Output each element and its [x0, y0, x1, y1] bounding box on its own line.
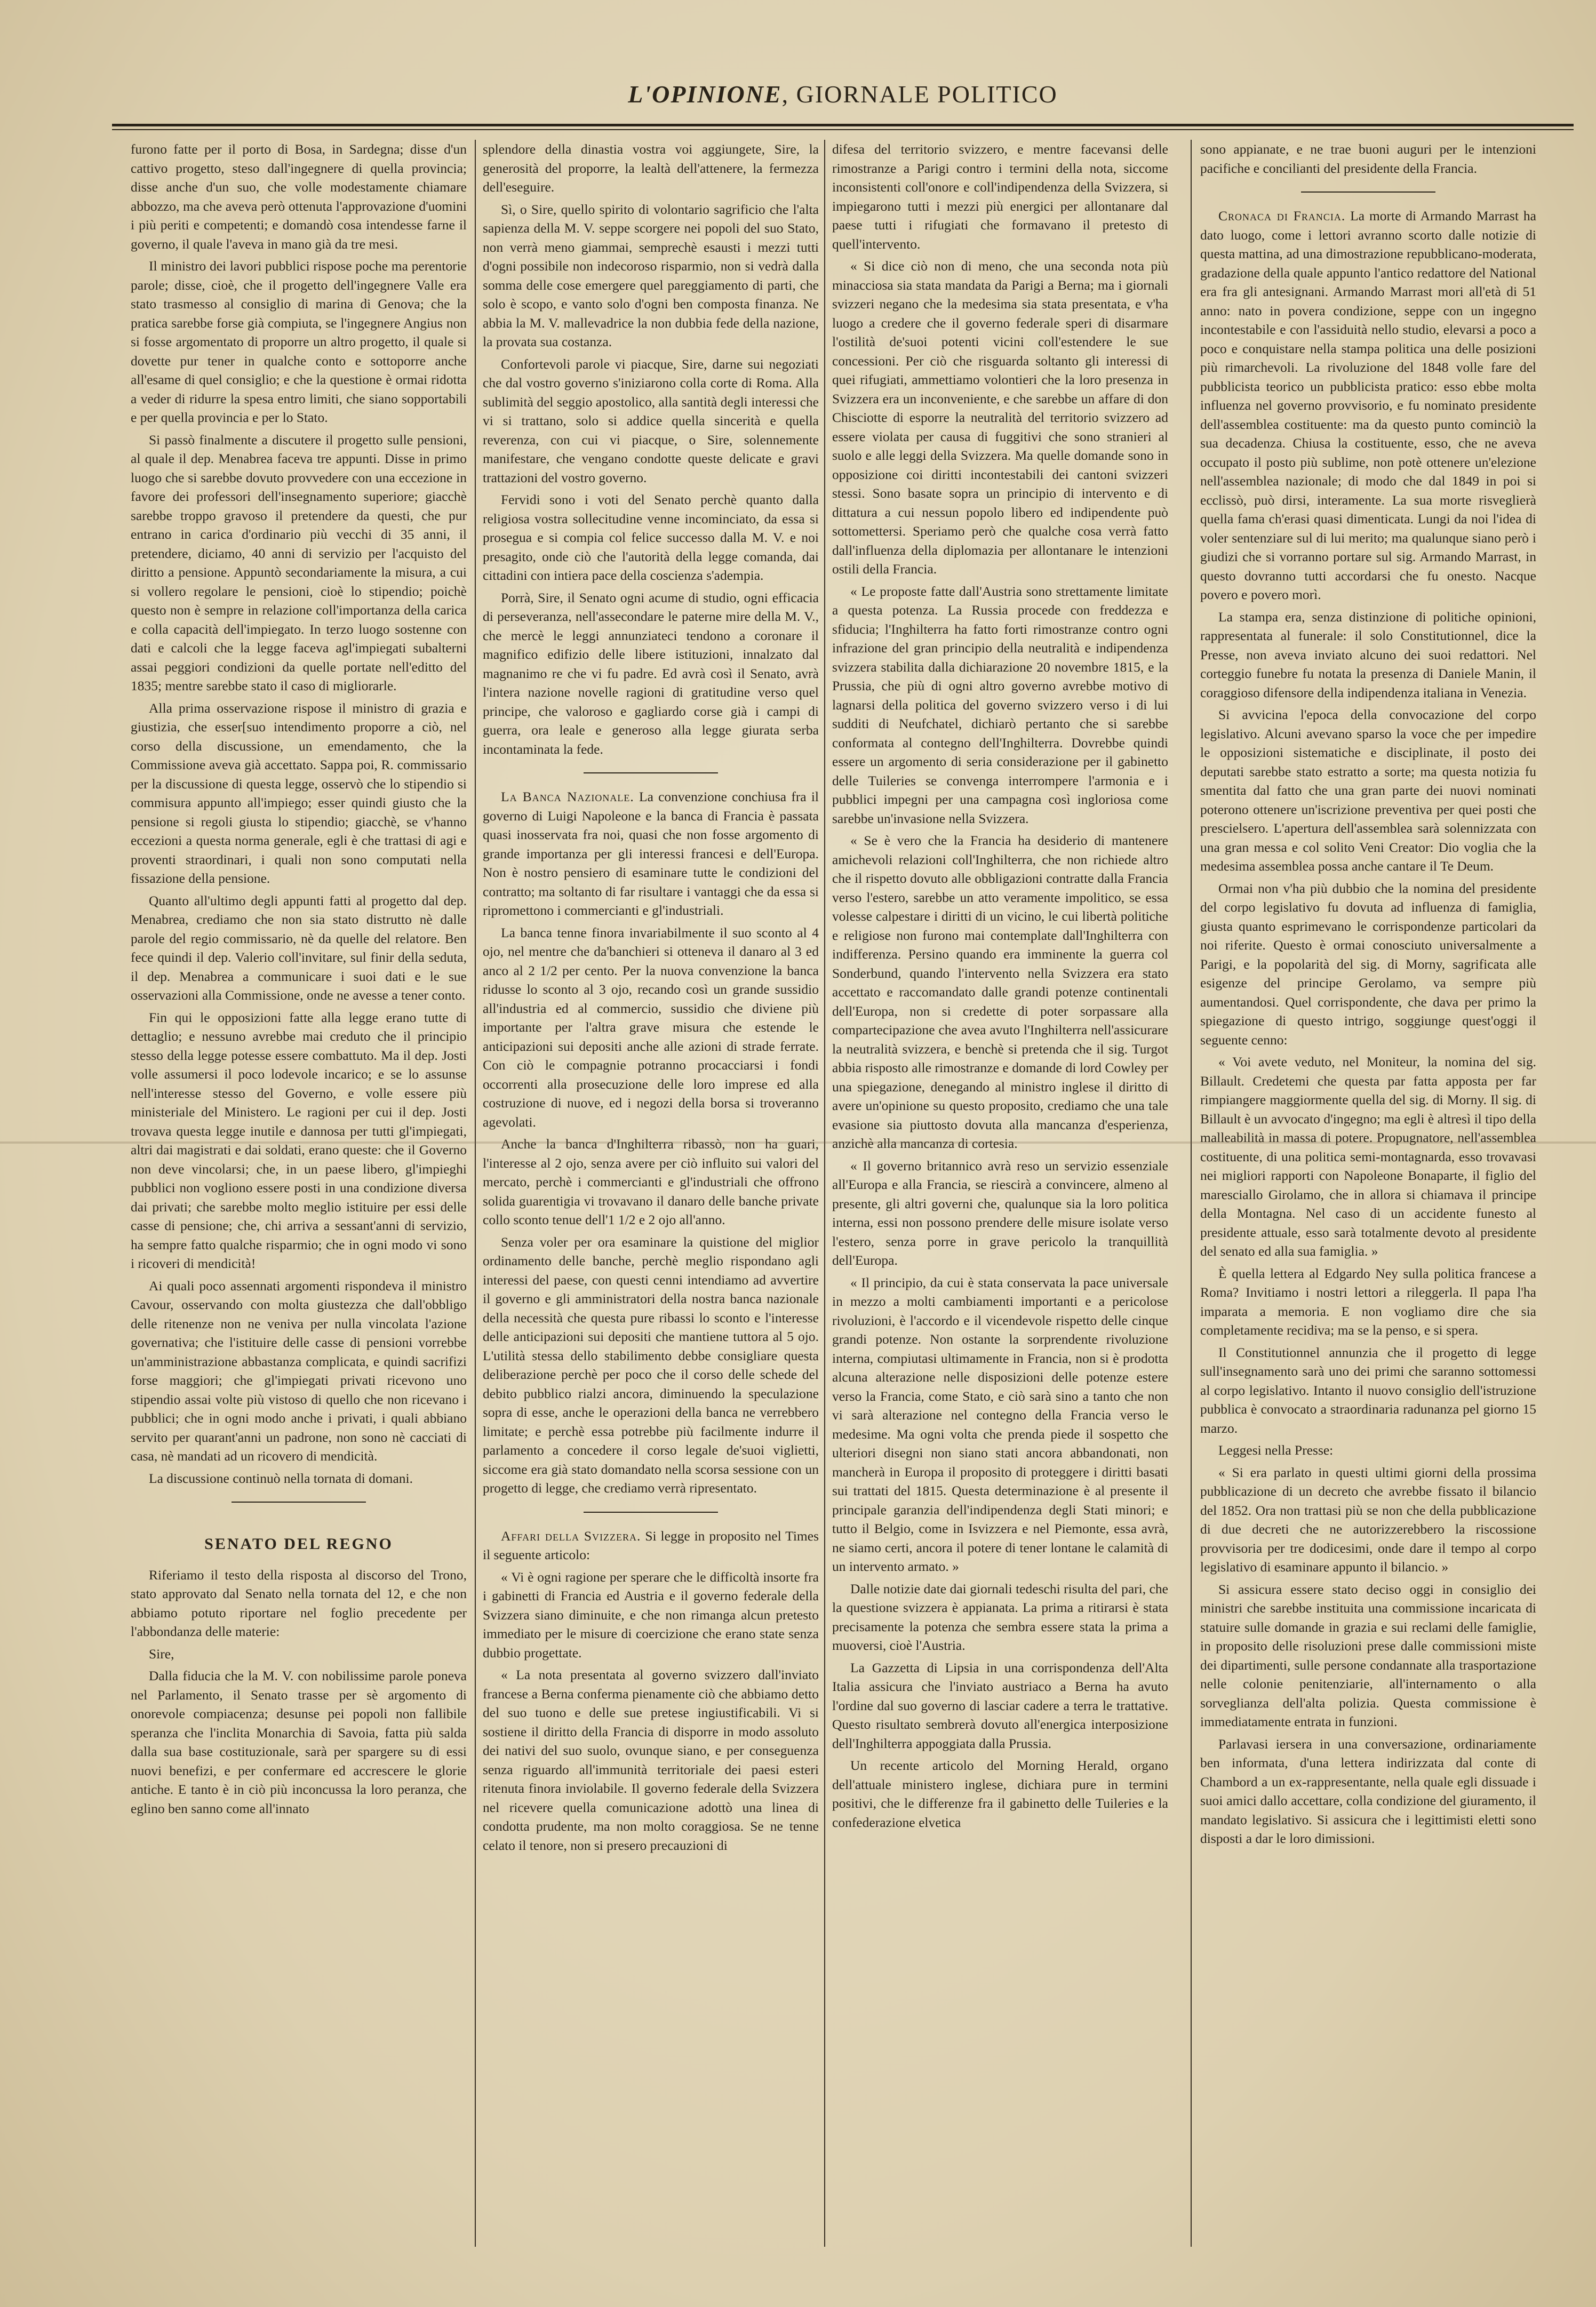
paragraph: « Se è vero che la Francia ha desiderio di mantenere amichevoli relazioni coll'Inghilterra, che non richiede altro che il rispetto dovuto alle obbligazioni contratte dalla Francia verso l'estero, sarebbe un atto veramente impolitico, se essa volesse calpestare i diritti di un vicino, le cui libertà politiche e religiose non furono mai contemplate dall'Inghilterra con indifferenza. Persino quando era imminente la guerra col Sonderbund, quando l'intervento nella Svizzera era stato accettato e raccomandato dalle grandi potenze continentali dell'Europa, non si credette di poter sorpassare alla compartecipazione che avea avuto l'Inghilterra nell'assicurare la neutralità svizzera, e benchè si pretenda che il sig. Turgot abbia risposto alle rimostranze e domande di lord Cowley per una spiegazione, denegando al ministro inglese il diritto di avere un'opinione su questo proposito, crediamo che una tale evasione sia piuttosto dovuta alla mancanza d'esperienza, anzichè alla mancanza di cortesia. — [832, 833, 1168, 1151]
column-divider — [1191, 140, 1192, 2247]
paragraph: Riferiamo il testo della risposta al discorso del Trono, stato approvato dal Senato nella tornata del 12, e che non abbiamo potuto riportare nel foglio precedente per l'abbondanza delle materie: — [131, 1567, 467, 1639]
paragraph: Si avvicina l'epoca della convocazione del corpo legislativo. Alcuni avevano sparso la voce che per impedire le opposizioni sistematiche e disciplinate, il posto dei deputati sarebbe stato estratto a sorte; ma questa notizia fu smentita dal fatto che una gran parte dei nuovi nominati poterono ottenere un'iscrizione preventiva per quei posti che prescielsero. L'apertura dell'assemblea sarà solennizzata con una gran messa e col solito Veni Creator: Dio voglia che la medesima assemblea possa anche cantare il Te Deum. — [1200, 707, 1536, 874]
paragraph: Alla prima osservazione rispose il ministro di grazia e giustizia, che esser[suo intendimento proporre a ciò, nel corso della discussione, un emendamento, che la Commissione aveva già accettato. Sappa poi, R. commissario per la discussione di questa legge, osservò che lo stipendio si commisura appunto all'impiego; esser quindi giusto che la pensione si regoli giusta lo stipendio; giacchè, se v'hanno eccezioni a questa norma generale, egli è che trattasi di agi e proventi straordinari, i quali non sono computati nella fissazione della pensione. — [131, 700, 467, 886]
paragraph: Senza voler per ora esaminare la quistione del miglior ordinamento delle banche, perchè meglio rispondano agli interessi del paese, con questi cenni intendiamo ad avvertire il governo e gli amministratori della nostra banca nazionale della necessità che questa pure ribassi lo sconto e l'interesse delle anticipazioni sui depositi che mantiene tuttora al 5 ojo. L'utilità stessa dello stabilimento debbe consigliare questa deliberazione perchè per poco che il corso delle schede del debito pubblico rialzi ancora, diminuendo la speculazione sopra di esse, anche le operazioni della banca ne verrebbero limitate; e perchè essa potrebbe più facilmente indurre il parlamento a concedere il corso legale de'suoi viglietti, siccome era già stato domandato nella scorsa sessione con un progetto di legge, che crediamo verrà ripresentato. — [483, 1234, 819, 1496]
paragraph: Si assicura essere stato deciso oggi in consiglio dei ministri che sarebbe instituita una commissione incaricata di statuire sulle domande in grazia e sui reclami delle famiglie, in proposito delle risoluzioni prese dalle commissioni miste dei dipartimenti, sulle persone condannate alla trasportazione nelle colonie penitenziarie, all'internamento o alla sorveglianza dell'alta polizia. Questa commissione è immediatamente entrata in funzioni. — [1200, 1581, 1536, 1729]
section-lead: Cronaca di Francia. — [1218, 208, 1346, 223]
column-4 — [1200, 140, 1536, 2247]
paragraph: Sì, o Sire, quello spirito di volontario sagrificio che l'alta sapienza della M. V. seppe scorgere nei popoli del suo Stato, non verrà meno giammai, semprechè esausti i mezzi tutti d'ogni possibile non indecoroso risparmio, non si vedrà dalla somma delle cose emergere quel pareggiamento di parti, che solo è scopo, e vanto solo d'ogni ben composta finanza. Ne abbia la M. V. mallevadrice la non dubbia fede della nazione, la provata sua costanza. — [483, 201, 819, 349]
paragraph — [1200, 206, 1536, 604]
paragraph: « Le proposte fatte dall'Austria sono strettamente limitate a questa potenza. La Russia procede con freddezza e sfiducia; l'Inghilterra ha fatto forti rimostranze contro ogni infrazione del gran principio della neutralità e indipendenza svizzera stabilita dalla dichiarazione 20 novembre 1815, e la Prussia, che più di ogni altro governo avrebbe motivo di lagnarsi della politica del governo svizzero verso i di lui sudditi di Neufchatel, dichiarò pertanto che si sarebbe conformata al contegno dell'Inghilterra. Dovrebbe quindi essere un argomento di seria considerazione per il gabinetto delle Tuileries se convenga interrompere l'armonia e i pubblici impegni per una campagna così ingloriosa come sarebbe un'invasione nella Svizzera. — [832, 583, 1168, 826]
section-rule — [1301, 191, 1435, 193]
section-heading: SENATO DEL REGNO — [204, 1535, 393, 1553]
paragraph-text: La morte di Armando Marrast ha dato luogo, come i lettori avranno scorto dalle notizie di questa mattina, ad una dimostrazione repubblicano-moderata, gradazione della quale appunto l'antico redattore del National era fra gli antesignani. Armando Marrast mori all'età di 51 anno: nato in povera condizione, seppe con un ingegno incontestabile e con l'assiduità nello studio, elevarsi a poco a poco e conquistare nella stampa politica una delle posizioni più rimarchevoli. La rivoluzione del 1848 volle fare del pubblicista teorico un pubblicista pratico: esso ebbe molta influenza nel governo provvisorio, e fu nominato presidente dell'assemblea costituente: ma da questo punto cominciò la sua decadenza. Chiusa la costituente, esso, che ne aveva occupato il posto più sublime, non potè ottenere un'elezione nell'assemblea nazionale; di modo che dal 1849 in poi si ecclissò, può dirsi, interamente. La sua morte risveglierà quella fama ch'erasi quasi dimenticata. Lungi da noi l'idea di voler sentenziare sul di lui merito; ma qualunque siano però i giudizi che si vorranno portare sul sig. Armando Marrast, in questo dovranno tutti accordarsi che fu onesto. Nacque povero e povero morì. — [1200, 208, 1536, 602]
masthead-subtitle: , GIORNALE POLITICO — [781, 81, 1058, 108]
paragraph: Il ministro dei lavori pubblici rispose poche ma perentorie parole; disse, cioè, che il progetto dell'ingegnere Valle era stato trasmesso al consiglio di marina di Genova; che la pratica sarebbe forse già compiuta, se l'ingegnere Angius non si fosse argomentato di proporre un altro progetto, il quale si dovette pur tener in qualche conto e sottoporre anche all'esame di quel consiglio; e che la questione è ormai ridotta a veder di ridurre la spesa entro limiti, che siano sopportabili e per quella provincia e per lo Stato. — [131, 258, 467, 425]
paragraph: Confortevoli parole vi piacque, Sire, darne sui negoziati che dal vostro governo s'iniziarono colla corte di Roma. Alla sublimità del seggio apostolico, alla santità degli interessi che vi si trattano, solo si addice quella sincerità e quella reverenza, con cui vi piacque, o Sire, solennemente manifestare, che vengano condotte queste delicate e gravi trattazioni del vostro governo. — [483, 356, 819, 485]
paragraph: È quella lettera al Edgardo Ney sulla politica francese a Roma? Invitiamo i nostri lettori a rileggerla. Il papa l'ha imparata a memoria. E non vogliamo dire che sia completamente recidiva; ma se la penso, e si spera. — [1200, 1265, 1536, 1338]
section-lead: Affari della Svizzera. — [501, 1528, 641, 1544]
paragraph: sono appianate, e ne trae buoni auguri per le intenzioni pacifiche e concilianti del presidente della Francia. — [1200, 141, 1536, 176]
paragraph: Il Constitutionnel annunzia che il progetto di legge sull'insegnamento sarà uno dei primi che saranno sottomessi al corpo legislativo. Intanto il nuovo consiglio dell'istruzione pubblica è convocato a straordinaria radunanza pel giorno 15 marzo. — [1200, 1344, 1536, 1436]
paragraph: Leggesi nella Presse: — [1218, 1442, 1334, 1458]
paragraph: « Il principio, da cui è stata conservata la pace universale in mezzo a molti cambiamenti importanti e a pericolose rivoluzioni, è l'accordo e il vicendevole rispetto delle cinque grandi potenze. Non ostante la sorprendente rivoluzione interna, compiutasi ultimamente in Francia, non si è prodotta alcuna alterazione nelle disposizioni delle potenze estere verso la Francia, come Stato, e ciò sarà sino a tanto che non vi sarà alterazione nel contegno della Francia verso le medesime. Ma ogni volta che prenda piede il sospetto che ulteriori disegni non siano stati ancora abbandonati, non mancherà in Europa il proposito di proteggere i diritti basati sui trattati del 1815. Questa determinazione è al presente il principale garanzia dell'indipendenza degli Stati minori; e tutto il Belgio, come in Isvizzera e nel Piemonte, essa avrà, ne siamo certi, ancora il potere di tener lontane le calamità di un intervento armato. » — [832, 1274, 1168, 1574]
paragraph-text: Si legge in proposito nel Times il seguente articolo: — [483, 1528, 819, 1562]
masthead-rule — [112, 124, 1574, 126]
paragraph: Anche la banca d'Inghilterra ribassò, non ha guari, l'interesse al 2 ojo, senza avere per ciò influito sui valori del mercato, perchè i commercianti e gl'industriali che offrono solida guarentigia vi trovavano il danaro delle banche private collo sconto tenue dell'1 1/2 e 2 ojo all'anno. — [483, 1136, 819, 1227]
section-rule — [232, 1502, 366, 1503]
paragraph: La banca tenne finora invariabilmente il suo sconto al 4 ojo, nel mentre che da'banchieri si otteneva il danaro al 3 ed anco al 2 1/2 per cento. Per la nuova convenzione la banca ridusse lo sconto al 3 ojo, recando così un grande sussidio all'industria ed al commercio, sussidio che diviene più importante per l'altra grave misura che estende le anticipazioni sui depositi anche alle azioni di strade ferrate. Con ciò le compagnie potranno procacciarsi i fondi occorrenti alla prosecuzione delle loro imprese ed alla costruzione di nuove, ed i negozi della borsa si troveranno agevolati. — [483, 924, 819, 1130]
section-rule — [584, 1512, 718, 1513]
section-rule — [584, 772, 718, 773]
column-3 — [832, 140, 1168, 2247]
paragraph: « Si dice ciò non di meno, che una seconda nota più minacciosa sia stata mandata da Parigi a Berna; ma i giornali svizzeri negano che la medesima sia stata presentata, e v'ha luogo a credere che il governo federale speri di disarmare l'ostilità de'suoi potenti vicini coll'estendere le sue concessioni. Per ciò che risguarda soltanto gli interessi di quei rifugiati, ammettiamo volontieri che la loro presenza in Svizzera era un inconveniente, e che sarebbe un affare di don Chisciotte di esporre la neutralità del territorio svizzero ad essere violata per causa di fuggitivi che sono stranieri al suolo e alle leggi della Svizzera. Ma quelle domande sono in opposizione coi diritti incontestabili dei cantoni svizzeri stessi. Sono basate sopra un principio di intervento e di dittatura a cui nessun popolo libero ed indipendente può sottomettersi. Speriamo però che qualche cosa verrà fatto dall'influenza della diplomazia per allontanare le intenzioni ostili della Francia. — [832, 258, 1168, 577]
paragraph: Fervidi sono i voti del Senato perchè quanto dalla religiosa vostra sollecitudine venne incominciato, da essa si prosegua e si compia col felice successo dalla M. V. e noi presagito, onde ciò che l'autorità della legge comanda, dai cittadini con intiera pace della coscienza s'adempia. — [483, 492, 819, 583]
paragraph: « Il governo britannico avrà reso un servizio essenziale all'Europa e alla Francia, se riescirà a convincere, almeno al presente, gli altri governi che, qualunque sia la loro politica interna, essi non possono prendere delle misure isolate verso l'estero, senza porre in grave pericolo la tranquillità dell'Europa. — [832, 1158, 1168, 1268]
paragraph: « Voi avete veduto, nel Moniteur, la nomina del sig. Billault. Credetemi che questa par fatta apposta per far rimpiangere maggiormente quella del sig. di Morny. Il sig. di Billault è un avvocato d'ingegno; ma egli è altresì il tipo della malleabilità in massa di potere. Propugnatore, nell'assemblea costituente, di una politica semi-montagnarda, esso trovavasi nei migliori rapporti con Napoleone Bonaparte, il figlio del maresciallo Girolamo, che in allora si chiamava il principe della Montagna. Nel caso di un accidente funesto al presidente attuale, esso sarà totalmente devoto al presidente del senato ed alla sua famiglia. » — [1200, 1054, 1536, 1259]
masthead — [112, 80, 1574, 117]
paragraph: Porrà, Sire, il Senato ogni acume di studio, ogni efficacia di perseveranza, nell'assecondare le paterne mire della M. V., che mercè le leggi annunziateci tendono a coronare il magnifico edifizio delle libere istituzioni, innalzato dal magnanimo re che vi fu padre. Ed avrà così il Senato, avrà l'intera nazione novelle ragioni di gratitudine verso quel principe, che valoroso e gagliardo corse già i campi di guerra, ora leale e generoso alla legge giurata serba incontaminata la fede. — [483, 589, 819, 757]
paragraph: Dalle notizie date dai giornali tedeschi risulta del pari, che la questione svizzera è appianata. La prima a ritirarsi è stata precisamente la potenza che sembra essere stata la prima a muoversi, cioè l'Austria. — [832, 1580, 1168, 1653]
section-lead: La Banca Nazionale. — [501, 789, 634, 804]
paragraph: Dalla fiducia che la M. V. con nobilissime parole poneva nel Parlamento, il Senato trasse per sè argomento di onorevole compiacenza; desunse pei popoli non fallibile speranza che l'inclita Monarchia di Savoia, fatta più salda dalla sua base costituzionale, sarà per spargere su di essi nuovi benefizi, e per confermare ed accrescere le glorie antiche. E tanto è in ciò più inconcussa la loro peranza, che eglino ben sanno come all'innato — [131, 1668, 467, 1816]
paragraph: Parlavasi iersera in una conversazione, ordinariamente ben informata, d'una lettera indirizzata dal conte di Chambord a un ex-rappresentante, nella quale egli dissuade i suoi amici dallo accettare, colla condizione del giuramento, il mandato legislativo. Si assicura che i legittimisti eletti sono disposti a dar le loro dimissioni. — [1200, 1736, 1536, 1846]
paragraph: Ai quali poco assennati argomenti rispondeva il ministro Cavour, osservando con molta giustezza che dall'obbligo delle ritenenze non ne veniva per nulla vincolata l'azione governativa; che l'istituire delle casse di pensioni vorrebbe un'amministrazione abbastanza complicata, e quindi sacrifizi forse maggiori; che gl'impiegati privati ricevono uno stipendio assai volte più vistoso di quello che non ricevano i pubblici; che in ogni modo anche i privati, i quali abbiano servito per quarant'anni un padrone, non sono nè cacciati di casa, nè mandati ad un ricovero di mendicità. — [131, 1278, 467, 1464]
paragraph: La stampa era, senza distinzione di politiche opinioni, rappresentata al funerale: il solo Constitutionnel, dice la Presse, non aveva inviato alcuno dei suoi redattori. Nel corteggio funebre fu notata la presenza di Daniele Manin, il coraggioso difensore della indipendenza italiana in Venezia. — [1200, 609, 1536, 700]
paragraph: furono fatte per il porto di Bosa, in Sardegna; disse d'un cattivo progetto, steso dall'ingegnere di quella provincia; disse anche d'un suo, che volle modestamente chiamare abbozzo, ma che aveva però ottenuta l'approvazione d'uomini i più periti e competenti; e domandò cosa intendesse farne il governo, il quale l'aveva in mano già da tre mesi. — [131, 141, 467, 252]
masthead-title: L'OPINIONE — [628, 81, 782, 108]
masthead-rule-thin — [112, 129, 1574, 130]
column-divider — [824, 140, 825, 2247]
paragraph: « La nota presentata al governo svizzero dall'inviato francese a Berna conferma pienamente ciò che abbiamo detto del suo tuono e delle sue pretese ingiustificabili. Vi si sostiene il diritto della Francia di disporre in modo assoluto dei nativi del suo suolo, ovunque siano, e per conseguenza senza riguardo all'immunità territoriale dei paesi esteri ritenuta finora inviolabile. Il governo federale della Svizzera nel ricevere quella comunicazione adottò una linea di condotta prudente, ma non molto coraggiosa. Se ne tenne celato il tenore, non si presero precauzioni di — [483, 1667, 819, 1853]
paragraph: La discussione continuò nella tornata di domani. — [149, 1470, 413, 1486]
column-2 — [483, 140, 819, 2247]
column-1 — [131, 140, 467, 2247]
paragraph: Quanto all'ultimo degli appunti fatti al progetto dal dep. Menabrea, crediamo che non sia stato distrutto nè dalle parole del regio commissario, nè da quelle del relatore. Ben fece quindi il dep. Valerio coll'invitare, sul finir della seduta, il dep. Menabrea a communicare i suoi dati e le sue osservazioni alla Commissione, onde ne avesse a tener conto. — [131, 892, 467, 1003]
paragraph: La Gazzetta di Lipsia in una corrispondenza dell'Alta Italia assicura che l'inviato austriaco a Berna ha avuto l'ordine dal suo governo di lasciar cadere a terra le trattative. Questo risultato sembrerà dovuto all'energica interposizione dell'Inghilterra appoggiata dalla Prussia. — [832, 1659, 1168, 1751]
paragraph — [483, 787, 819, 920]
paragraph-text: La convenzione conchiusa fra il governo di Luigi Napoleone e la banca di Francia è passata quasi inosservata fra noi, quasi che non fosse argomento di grande importanza per gli interessi francesi e dell'Europa. Non è nostro pensiero di esaminare tutte le condizioni del contratto; ma soltanto di far risultare i vantaggi che da essa si ripromettono i commercianti e gl'industriali. — [483, 789, 819, 918]
paragraph: Un recente articolo del Morning Herald, organo dell'attuale ministero inglese, dichiara pure in termini positivi, che le differenze fra il gabinetto delle Tuileries e la confederazione elvetica — [832, 1758, 1168, 1830]
paragraph: « Si era parlato in questi ultimi giorni della prossima pubblicazione di un decreto che avrebbe fissato il bilancio del 1852. Ora non trattasi più se non che della pubblicazione di due decreti che ne autorizzerebbero la riscossione provvisoria per tre dodicesimi, onde dare il tempo al corpo legislativo di esaminare appunto il bilancio. » — [1200, 1464, 1536, 1575]
paragraph: Ormai non v'ha più dubbio che la nomina del presidente del corpo legislativo fu dovuta ad influenza di famiglia, giusta quanto esprimevano le corrispondenze particolari da noi riferite. Questo è ormai conosciuto universalmente a Parigi, e la popolarità del sig. di Morny, sagrificata alle esigenze del principe Gerolamo, va sempre più aumentandosi. Quel corrispondente, che dava per primo la spiegazione di questo intrigo, soggiunge quest'oggi il seguente cenno: — [1200, 880, 1536, 1048]
paragraph: splendore della dinastia vostra voi aggiungete, Sire, la generosità del proporre, la lealtà dell'attenere, la fermezza dell'eseguire. — [483, 141, 819, 195]
column-divider — [475, 140, 476, 2247]
paragraph: difesa del territorio svizzero, e mentre facevansi delle rimostranze a Parigi contro i termini della nota, siccome inconsistenti coll'onore e coll'indipendenza della Svizzera, si impiegarono tutti i mezzi più energici per allontanare dal paese tutti i rifugiati che formavano il pretesto di quell'intervento. — [832, 141, 1168, 252]
paper-fold-line — [0, 1141, 1596, 1144]
paragraph: Fin qui le opposizioni fatte alla legge erano tutte di dettaglio; e nessuno avrebbe mai creduto che il principio stesso della legge potesse essere combattuto. Ma il dep. Josti volle assumersi il poco lodevole incarico; e se lo assunse nell'interesse stesso del Governo, e volle essere più ministeriale del Ministero. Le ragioni per cui il dep. Josti trovava questa legge inutile e dannosa per tutti gl'impiegati, altri dai magistrati e dai soldati, erano queste: che il Governo non deve vincolarsi; che, in un paese libero, gl'impieghi pubblici non vogliono essere posti in una condizione diversa dai privati; che sarebbe molto meglio istituire per essi delle casse di pensione; che, chi arriva a sessant'anni di servizio, ha sempre fatto qualche risparmio; che in ogni modo vi sono i ricoveri di mendicità! — [131, 1009, 467, 1271]
paragraph — [483, 1527, 819, 1564]
paragraph: « Vi è ogni ragione per sperare che le difficoltà insorte fra i gabinetti di Francia ed Austria e il governo federale della Svizzera siano diminuite, e che non rimanga alcun pretesto immediato per le misure di coercizione che erano state senza dubbio progettate. — [483, 1569, 819, 1661]
paragraph: Si passò finalmente a discutere il progetto sulle pensioni, al quale il dep. Menabrea faceva tre appunti. Disse in primo luogo che si sarebbe dovuto provvedere con una eccezione in favore dei professori dell'insegnamento superiore; giacchè sarebbe troppo gravoso il pretendere da questi, che pur entrano in carica d'ordinario più vecchi di 35 anni, il pretendere, diciamo, 40 anni di servizio per l'acquisto del diritto a pensione. Appuntò secondariamente la misura, a cui si vollero regolare le pensioni, cioè lo stipendio; poichè questo non è sempre in relazione coll'importanza della carica e colla capacità dell'impiegato. In terzo luogo sostenne con dati e calcoli che la legge faceva agl'impiegati subalterni assai peggiori condizioni da quelle portate nell'editto del 1835; mentre sarebbe stato il caso di migliorarle. — [131, 432, 467, 693]
paragraph: Sire, — [149, 1646, 174, 1662]
